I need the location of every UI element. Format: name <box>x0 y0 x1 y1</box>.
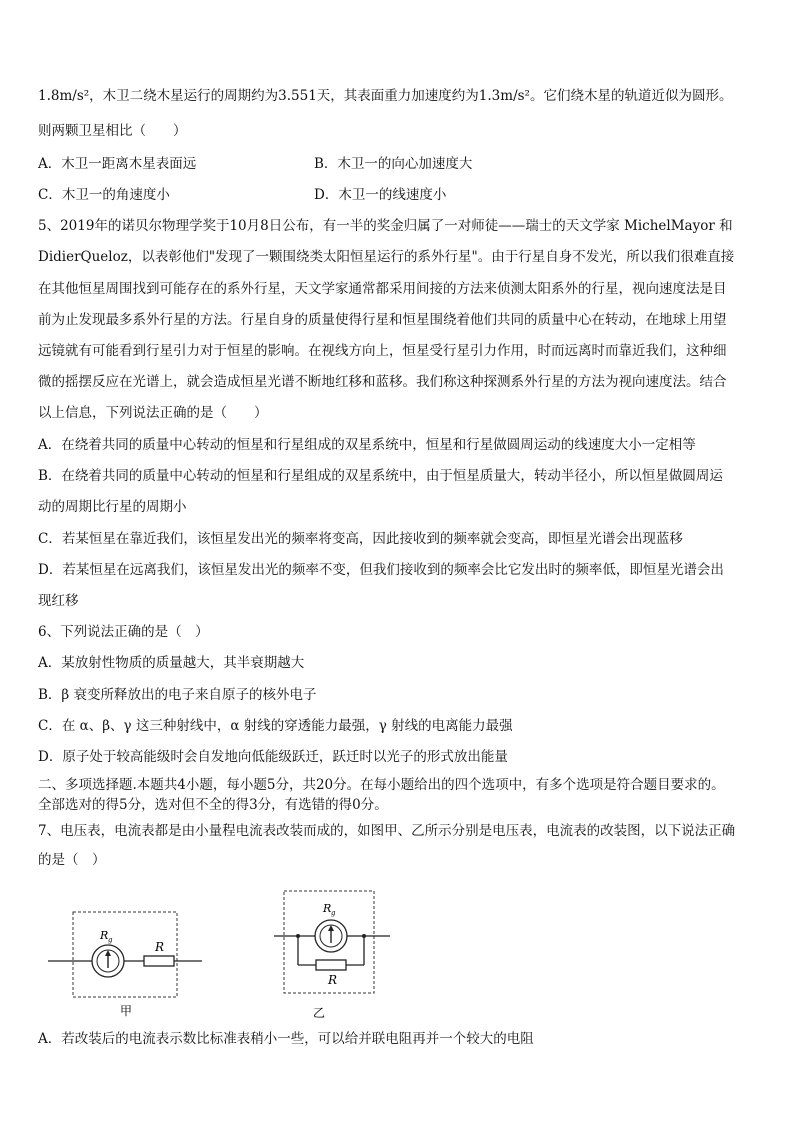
q7-stem-line1: 7、电压表，电流表都是由小量程电流表改装而成的，如图甲、乙所示分别是电压表，电流表的改装图，以下说法正确 <box>38 823 736 839</box>
q6-option-a: A．某放射性物质的质量越大，其半衰期越大 <box>38 655 305 671</box>
section2-line1: 二、多项选择题.本题共4小题，每小题5分，共20分。在每小题给出的四个选项中，有多个选项是符合题目要求的。 <box>38 777 725 793</box>
q4-option-d: D．木卫一的线速度小 <box>314 187 447 203</box>
q5-stem-line: 微的摇摆反应在光谱上，就会造成恒星光谱不断地红移和蓝移。我们称这种探测系外行星的方法为视向速度法。结合 <box>38 374 727 390</box>
r-label: R <box>155 940 165 954</box>
q5-option-b: B．在绕着共同的质量中心转动的恒星和行星组成的双星系统中，由于恒星质量大，转动半径小，所以恒星做圆周运 <box>38 468 723 484</box>
rg-subscript: g <box>108 936 113 944</box>
rg-label: R <box>100 929 109 942</box>
rg-label: R <box>323 902 332 915</box>
q4-line2: 则两颗卫星相比（ ） <box>38 123 187 139</box>
q6-option-d: D．原子处于较高能级时会自发地向低能级跃迁，跃迁时以光子的形式放出能量 <box>38 749 508 765</box>
q6-stem: 6、下列说法正确的是（ ） <box>38 624 209 640</box>
q5-stem-line: 以上信息，下列说法正确的是（ ） <box>38 405 268 421</box>
q4-option-b: B．木卫一的向心加速度大 <box>314 156 473 172</box>
q7-option-a: A．若改装后的电流表示数比标准表稍小一些，可以给并联电阻再并一个较大的电阻 <box>38 1031 534 1047</box>
q5-option-b-cont: 动的周期比行星的周期小 <box>38 499 187 515</box>
q7-stem-line2: 的是（ ） <box>38 852 106 868</box>
q5-stem-line: 前为止发现最多系外行星的方法。行星自身的质量使得行星和恒星围绕着他们共同的质量中心在转动，在地球上用望 <box>38 312 727 328</box>
q5-stem-line: 5、2019年的诺贝尔物理学奖于10月8日公布，有一半的奖金归属了一对师徒——瑞士的天文学家 MichelMayor 和 <box>38 218 733 234</box>
q5-option-d-cont: 现红移 <box>38 593 79 609</box>
q5-option-d: D．若某恒星在远离我们，该恒星发出光的频率不变，但我们接收到的频率会比它发出时的频率低，即恒星光谱会出 <box>38 562 724 578</box>
dashed-box <box>73 912 177 997</box>
q4-option-c: C．木卫一的角速度小 <box>38 187 170 203</box>
circuit-figure-yi <box>272 888 402 1023</box>
q5-stem-line: 远镜就有可能看到行星引力对于恒星的影响。在视线方向上，恒星受行星引力作用，时而远离时而靠近我们，这种细 <box>38 343 727 359</box>
q6-option-c: C．在 α、β、γ 这三种射线中，α 射线的穿透能力最强，γ 射线的电离能力最强 <box>38 718 513 734</box>
q4-option-a: A．木卫一距离木星表面远 <box>38 156 197 172</box>
resistor-symbol <box>316 960 346 970</box>
section2-line2: 全部选对的得5分，选对但不全的得3分，有选错的得0分。 <box>38 797 388 813</box>
circuit-figure-jia <box>40 905 210 1020</box>
q5-option-a: A．在绕着共同的质量中心转动的恒星和行星组成的双星系统中，恒星和行星做圆周运动的线速度大小一定相等 <box>38 437 696 453</box>
resistor-symbol <box>144 956 174 966</box>
r-label: R <box>328 973 338 987</box>
rg-subscript: g <box>331 909 336 917</box>
q5-stem-line: DidierQueloz，以表彰他们"发现了一颗围绕类太阳恒星运行的系外行星"。由于行星自身不发光，所以我们很难直接 <box>38 249 735 265</box>
figure-caption: 乙 <box>313 1006 326 1020</box>
q4-line1: 1.8m/s²，木卫二绕木星运行的周期约为3.551天，其表面重力加速度约为1.3m/s²。它们绕木星的轨道近似为圆形。 <box>38 88 733 104</box>
q5-stem-line: 在其他恒星周围找到可能存在的系外行星，天文学家通常都采用间接的方法来侦测太阳系外的行星，视向速度法是目 <box>38 281 727 297</box>
q6-option-b: B．β 衰变所释放出的电子来自原子的核外电子 <box>38 687 317 703</box>
figure-caption: 甲 <box>120 1004 133 1018</box>
q5-option-c: C．若某恒星在靠近我们，该恒星发出光的频率将变高，因此接收到的频率就会变高，即恒星光谱会出现蓝移 <box>38 531 683 547</box>
